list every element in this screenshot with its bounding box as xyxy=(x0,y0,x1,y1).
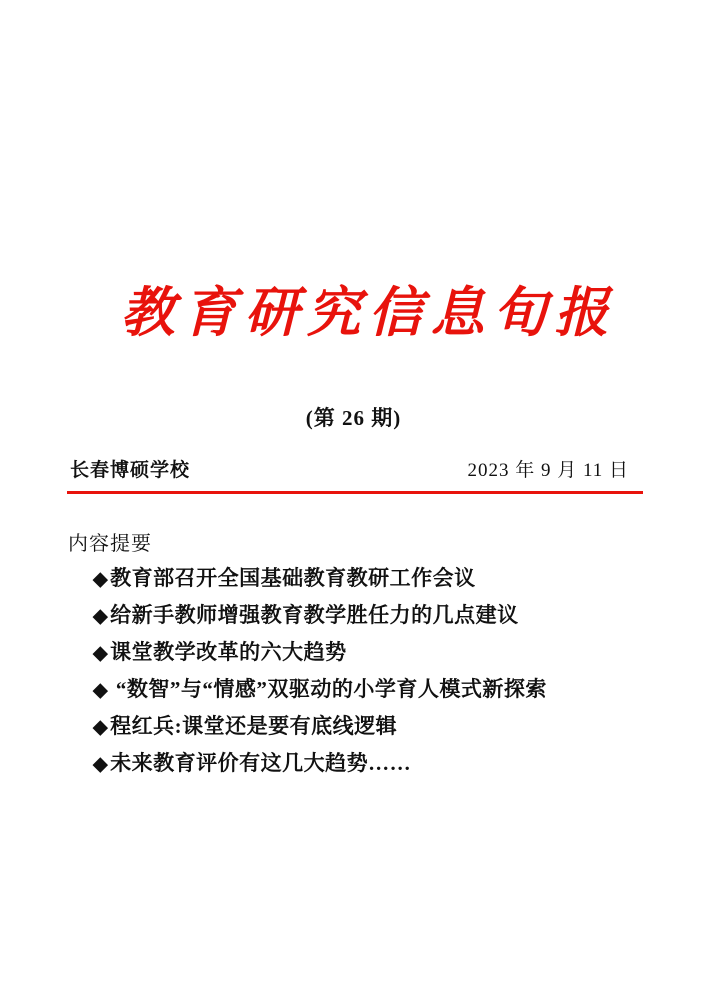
list-item xyxy=(93,671,667,708)
issue-number: (第 26 期) xyxy=(305,406,402,430)
diamond-bullet-icon: ◆ xyxy=(93,680,109,701)
list-item-text: 程红兵:课堂还是要有底线逻辑 xyxy=(110,714,398,738)
list-item xyxy=(93,560,667,597)
list-item xyxy=(93,634,667,671)
diamond-bullet-icon: ◆ xyxy=(93,569,109,590)
list-item-text: 给新手教师增强教育教学胜任力的几点建议 xyxy=(110,603,519,627)
issue-date: 2023 年 9 月 11 日 xyxy=(467,460,629,481)
meta-row xyxy=(70,455,629,482)
list-item-text: 未来教育评价有这几大趋势…… xyxy=(110,751,412,775)
list-item xyxy=(93,597,667,634)
diamond-bullet-icon: ◆ xyxy=(93,643,109,664)
contents-list xyxy=(93,560,667,782)
list-item-text: 课堂教学改革的六大趋势 xyxy=(110,640,347,664)
list-item xyxy=(93,708,667,745)
school-name: 长春博硕学校 xyxy=(70,460,191,481)
diamond-bullet-icon: ◆ xyxy=(93,754,109,775)
diamond-bullet-icon: ◆ xyxy=(93,606,109,627)
list-item xyxy=(93,745,667,782)
red-divider-rule xyxy=(67,491,643,494)
list-item-text: “数智”与“情感”双驱动的小学育人模式新探索 xyxy=(110,677,547,701)
diamond-bullet-icon: ◆ xyxy=(93,717,109,738)
list-item-text: 教育部召开全国基础教育教研工作会议 xyxy=(110,566,476,590)
summary-heading: 内容提要 xyxy=(68,533,152,555)
page-title: 教育研究信息旬报 xyxy=(120,280,617,344)
